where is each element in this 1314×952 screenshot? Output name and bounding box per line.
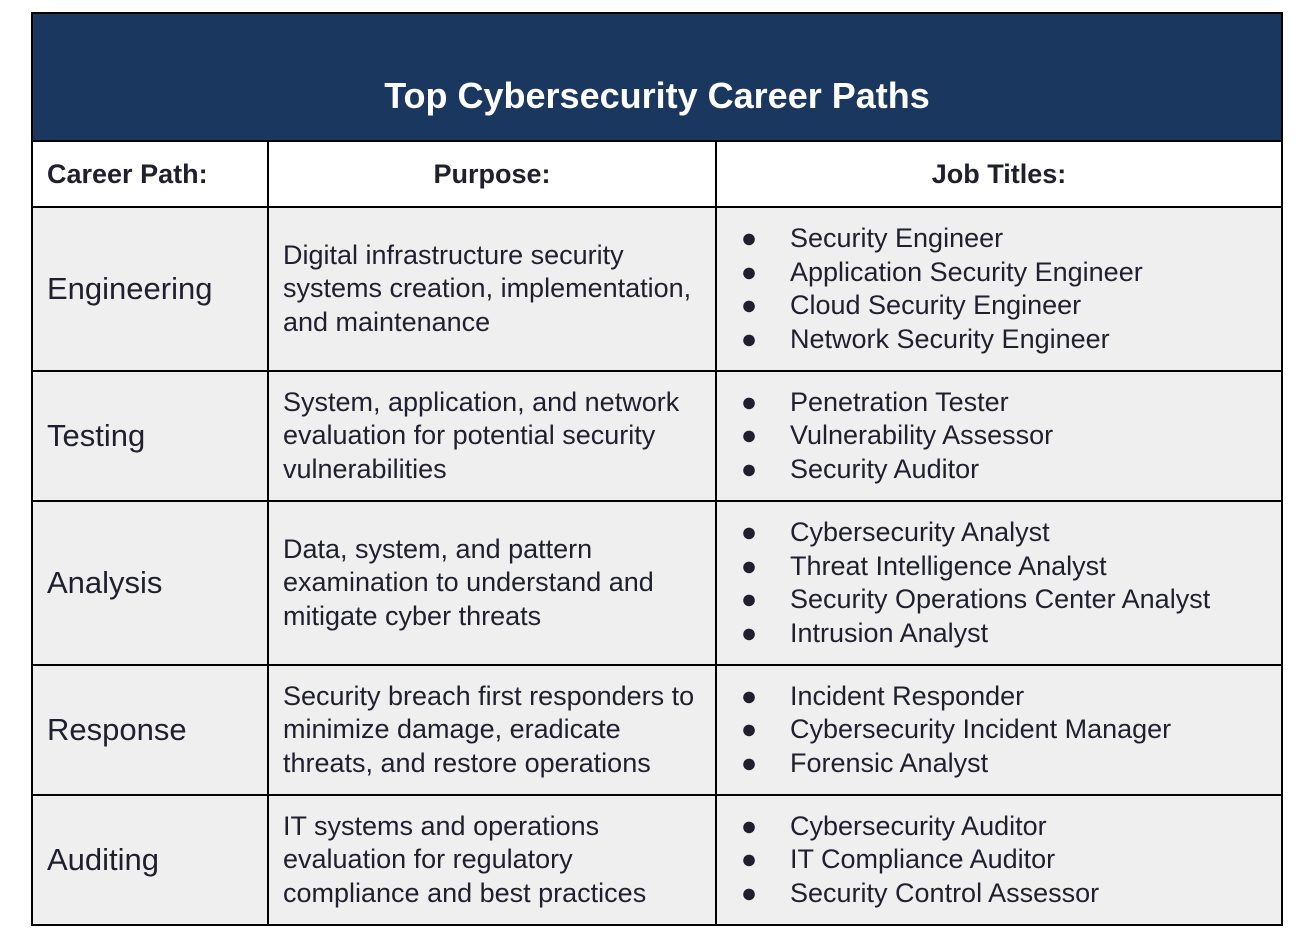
purpose-cell: Data, system, and pattern examination to understand and mitigate cyber threats bbox=[268, 501, 716, 665]
career-path-cell: Testing bbox=[32, 371, 268, 501]
list-item bbox=[739, 617, 1281, 651]
career-paths-table bbox=[31, 12, 1283, 926]
table-row bbox=[32, 207, 1282, 371]
list-item bbox=[739, 256, 1281, 290]
career-path-cell: Auditing bbox=[32, 795, 268, 925]
job-titles-list bbox=[739, 222, 1281, 356]
job-title: Cloud Security Engineer bbox=[790, 290, 1082, 320]
list-item bbox=[739, 877, 1281, 911]
bullet-icon: ● bbox=[740, 747, 758, 778]
job-titles-list bbox=[739, 810, 1281, 911]
purpose-cell: IT systems and operations evaluation for regulatory compliance and best practices bbox=[268, 795, 716, 925]
job-titles-cell bbox=[716, 795, 1282, 925]
job-title: Vulnerability Assessor bbox=[790, 420, 1054, 451]
list-item bbox=[739, 810, 1281, 844]
list-item bbox=[739, 419, 1281, 453]
list-item bbox=[739, 713, 1281, 747]
header-purpose: Purpose: bbox=[268, 141, 716, 207]
job-title: Security Engineer bbox=[790, 223, 1004, 253]
job-title: Security Operations Center Analyst bbox=[790, 584, 1211, 614]
job-title: Threat Intelligence Analyst bbox=[790, 550, 1107, 581]
job-title: Penetration Tester bbox=[790, 386, 1009, 417]
list-item bbox=[739, 843, 1281, 877]
table-row bbox=[32, 795, 1282, 925]
bullet-icon: ● bbox=[740, 290, 758, 320]
bullet-icon: ● bbox=[740, 223, 758, 253]
bullet-icon: ● bbox=[740, 517, 758, 547]
bullet-icon: ● bbox=[740, 323, 758, 354]
header-row bbox=[32, 141, 1282, 207]
job-titles-list bbox=[739, 680, 1281, 781]
job-titles-cell bbox=[716, 371, 1282, 501]
purpose-cell: Digital infrastructure security systems creation, implementation, and maintenance bbox=[268, 207, 716, 371]
title-row bbox=[32, 13, 1282, 141]
bullet-icon: ● bbox=[740, 810, 758, 841]
job-titles-cell bbox=[716, 207, 1282, 371]
table-row bbox=[32, 665, 1282, 795]
list-item bbox=[739, 583, 1281, 617]
bullet-icon: ● bbox=[740, 714, 758, 745]
list-item bbox=[739, 516, 1281, 550]
job-title: Security Control Assessor bbox=[790, 877, 1100, 908]
list-item bbox=[739, 453, 1281, 487]
bullet-icon: ● bbox=[740, 550, 758, 581]
bullet-icon: ● bbox=[740, 877, 758, 908]
job-titles-list bbox=[739, 386, 1281, 487]
career-path-cell: Engineering bbox=[32, 207, 268, 371]
bullet-icon: ● bbox=[740, 617, 758, 648]
table-row bbox=[32, 371, 1282, 501]
bullet-icon: ● bbox=[740, 584, 758, 614]
header-career-path: Career Path: bbox=[32, 141, 268, 207]
list-item bbox=[739, 550, 1281, 584]
bullet-icon: ● bbox=[740, 680, 758, 711]
bullet-icon: ● bbox=[740, 386, 758, 417]
table-title: Top Cybersecurity Career Paths bbox=[32, 13, 1282, 141]
table-row bbox=[32, 501, 1282, 665]
list-item bbox=[739, 289, 1281, 323]
job-title: IT Compliance Auditor bbox=[790, 844, 1056, 875]
list-item bbox=[739, 323, 1281, 357]
job-titles-list bbox=[739, 516, 1281, 650]
list-item bbox=[739, 222, 1281, 256]
list-item bbox=[739, 747, 1281, 781]
job-title: Forensic Analyst bbox=[790, 747, 989, 778]
purpose-cell: System, application, and network evaluation for potential security vulnerabilities bbox=[268, 371, 716, 501]
header-job-titles: Job Titles: bbox=[716, 141, 1282, 207]
career-path-cell: Response bbox=[32, 665, 268, 795]
career-path-cell: Analysis bbox=[32, 501, 268, 665]
job-title: Cybersecurity Analyst bbox=[790, 517, 1050, 547]
bullet-icon: ● bbox=[740, 256, 758, 287]
job-title: Cybersecurity Auditor bbox=[790, 810, 1047, 841]
job-title: Cybersecurity Incident Manager bbox=[790, 714, 1172, 745]
job-titles-cell bbox=[716, 665, 1282, 795]
job-title: Application Security Engineer bbox=[790, 256, 1143, 287]
job-title: Security Auditor bbox=[790, 453, 980, 484]
purpose-cell: Security breach first responders to minimize damage, eradicate threats, and restore operations bbox=[268, 665, 716, 795]
job-title: Incident Responder bbox=[790, 680, 1025, 711]
list-item bbox=[739, 680, 1281, 714]
bullet-icon: ● bbox=[740, 420, 758, 451]
job-titles-cell bbox=[716, 501, 1282, 665]
list-item bbox=[739, 386, 1281, 420]
bullet-icon: ● bbox=[740, 453, 758, 484]
bullet-icon: ● bbox=[740, 844, 758, 875]
job-title: Intrusion Analyst bbox=[790, 617, 989, 648]
job-title: Network Security Engineer bbox=[790, 323, 1110, 354]
